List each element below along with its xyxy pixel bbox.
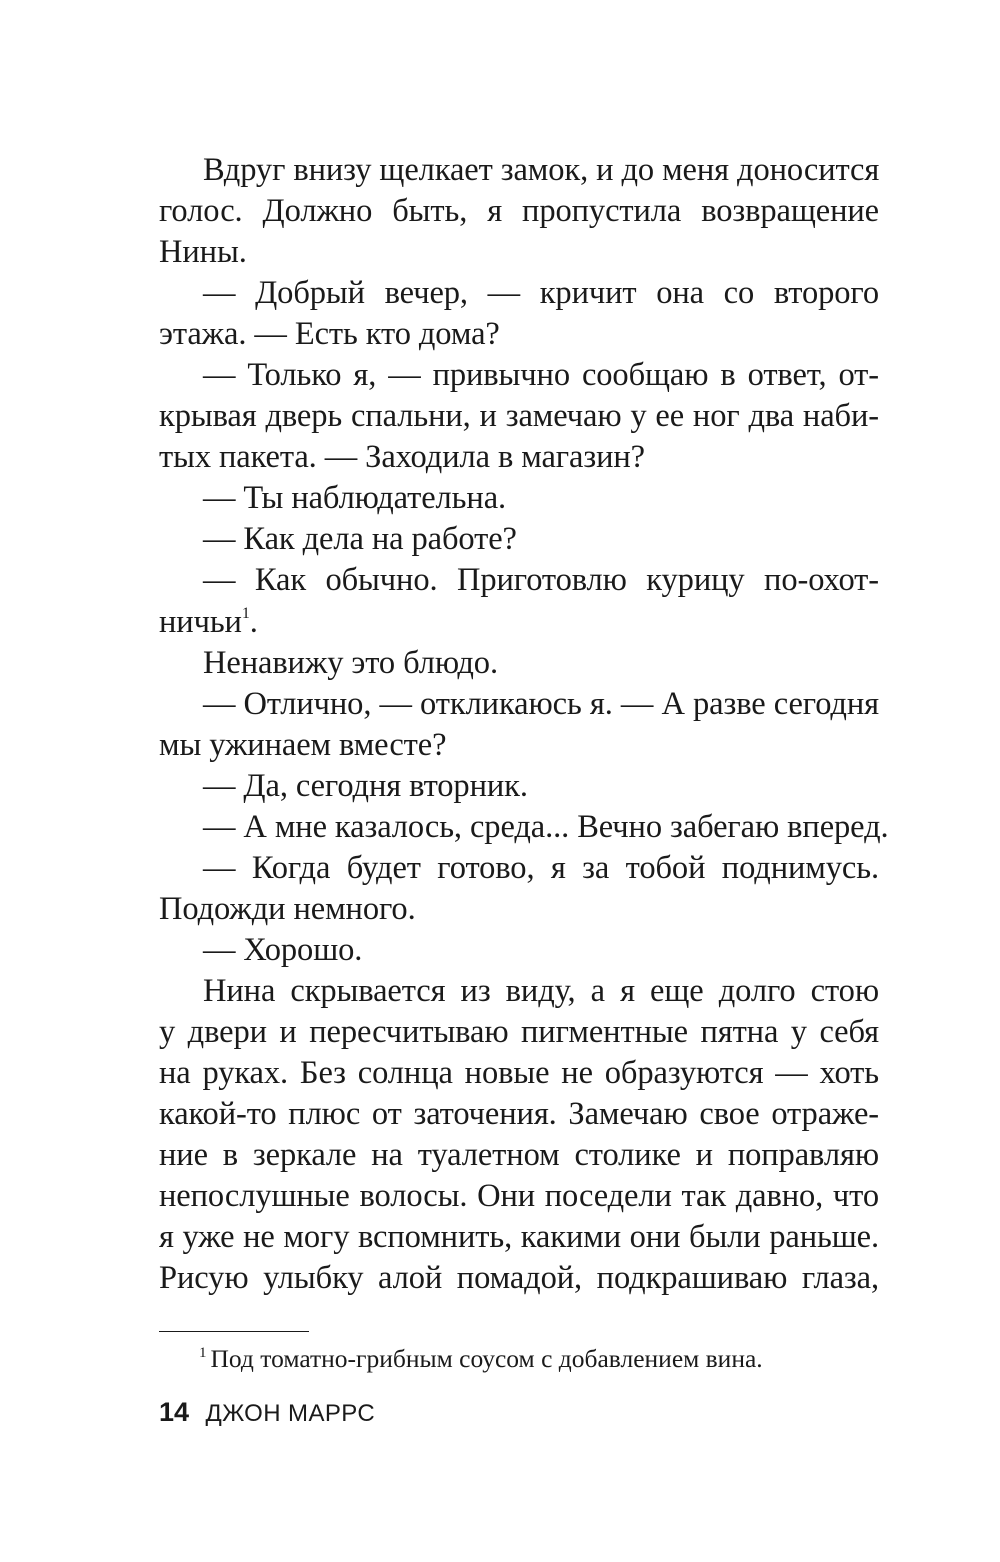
text-line: мы ужинаем вместе? [159,726,447,763]
text-line: я уже не могу вспомнить, какими они были раньше. [159,1219,879,1256]
text-line: — А мне казалось, среда... Вечно забегаю вперед. [203,808,889,845]
text-fragment: . [249,603,258,640]
text-line: — Добрый вечер, — кричит она со второго [203,275,879,312]
text-line: этажа. — Есть кто дома? [159,316,500,353]
text-line: крывая дверь спальни, и замечаю у ее ног два наби- [159,398,879,435]
text-line: — Как дела на работе? [203,521,517,558]
text-line: на руках. Без солнца новые не образуются — хоть [159,1055,879,1092]
text-line: — Отлично, — откликаюсь я. — А разве сегодня [203,685,879,722]
text-line: Рисую улыбку алой помадой, подкрашиваю глаза, [159,1260,879,1297]
text-line: ние в зеркале на туалетном столике и поправляю [159,1137,879,1174]
text-line: Ненавижу это блюдо. [203,644,498,681]
text-line: Вдруг внизу щелкает замок, и до меня доносится [203,152,880,188]
text-line: тых пакета. — Заходила в магазин? [159,439,646,476]
text-line: — Да, сегодня вторник. [203,767,528,804]
text-line: Нины. [159,234,247,271]
text-line: — Ты наблюдательна. [203,480,507,517]
text-line: — Хорошо. [203,931,363,968]
text-line-with-footnote-ref [159,602,879,643]
text-line: Подожди немного. [159,890,416,927]
footnote-divider [159,1331,309,1332]
text-line: голос. Должно быть, я пропустила возвращение [159,193,879,230]
text-line: какой-то плюс от заточения. Замечаю свое отраже- [159,1096,879,1133]
footnote-marker: 1 [199,1345,207,1361]
footnote-text: Под томатно-грибным соусом с добавлением вина. [210,1344,763,1373]
page-number: 14 [159,1397,190,1427]
text-line: — Только я, — привычно сообщаю в ответ, от- [203,357,879,394]
text-line: непослушные волосы. Они поседели так давно, что [159,1178,879,1215]
footnote [199,1342,763,1376]
body-text [159,150,889,1299]
page-footer [159,1392,375,1434]
text-line: — Как обычно. Приготовлю курицу по-охот- [203,562,879,599]
text-line: Нина скрывается из виду, а я еще долго стою [203,972,879,1009]
text-line: — Когда будет готово, я за тобой поднимусь. [203,849,879,886]
running-head-author: ДЖОН МАРРС [205,1400,376,1427]
footnote-reference: 1 [241,604,250,622]
text-line: у двери и пересчитываю пигментные пятна у себя [159,1013,879,1050]
text-fragment: ничьи [159,603,242,640]
